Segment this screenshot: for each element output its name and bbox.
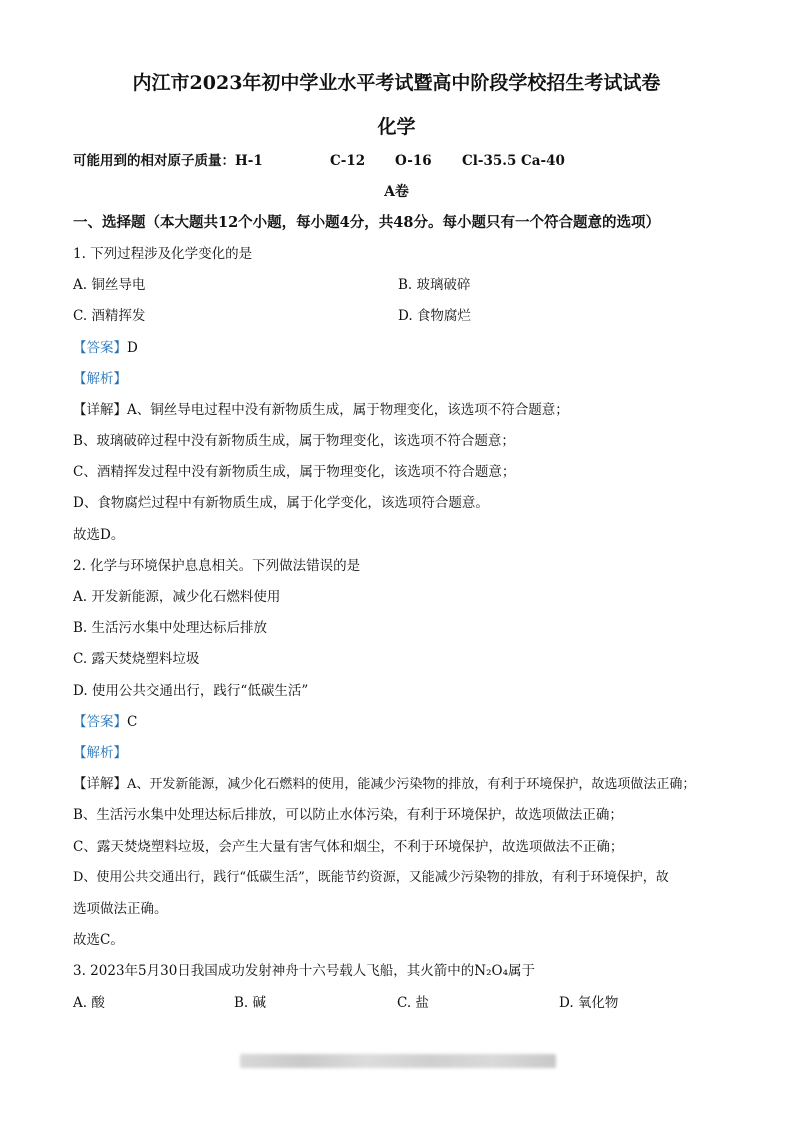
detail-tag: 【详解】 <box>73 776 127 792</box>
subject-title: 化学 <box>377 116 416 138</box>
q3-option-d: D. 氧化物 <box>559 995 619 1011</box>
answer-tag: 【答案】 <box>73 340 127 356</box>
q1-detail-b: B、玻璃破碎过程中没有新物质生成，属于物理变化，该选项不符合题意； <box>73 433 515 449</box>
atomic-masses <box>73 152 263 170</box>
atomic-mass-cl-ca: Cl-35.5 Ca-40 <box>462 153 565 169</box>
blurred-footer-watermark <box>240 1054 556 1068</box>
q3-stem: 3. 2023年5月30日我国成功发射神舟十六号载人飞船，其火箭中的N₂O₄属于 <box>73 963 535 979</box>
q3-option-a: A. 酸 <box>73 995 105 1011</box>
q2-option-a: A. 开发新能源，减少化石燃料使用 <box>73 589 281 605</box>
q3-option-c: C. 盐 <box>397 995 429 1011</box>
q1-detail-line: A、铜丝导电过程中没有新物质生成，属于物理变化，该选项不符合题意； <box>127 402 569 418</box>
q1-answer <box>73 339 138 357</box>
section-heading: 一、选择题（本大题共12个小题，每小题4分，共48分。每小题只有一个符合题意的选项） <box>73 214 660 231</box>
atomic-mass-c: C-12 <box>330 153 366 169</box>
q2-analysis-tag: 【解析】 <box>73 745 127 761</box>
q2-option-d: D. 使用公共交通出行，践行“低碳生活” <box>73 683 309 699</box>
q2-detail-c: C、露天焚烧塑料垃圾，会产生大量有害气体和烟尘，不利于环境保护，故选项做法不正确； <box>73 839 624 855</box>
atomic-mass-h: H-1 <box>235 153 263 169</box>
q1-conclusion: 故选D。 <box>73 527 125 543</box>
q1-analysis-tag: 【解析】 <box>73 371 127 387</box>
q1-detail-a <box>73 401 569 419</box>
q2-detail-d-cont: 选项做法正确。 <box>73 901 168 917</box>
q2-detail-d: D、使用公共交通出行，践行“低碳生活”，既能节约资源，又能减少污染物的排放，有利于环境保护，故 <box>73 870 669 885</box>
exam-title: 内江市2023年初中学业水平考试暨高中阶段学校招生考试试卷 <box>132 72 661 94</box>
q1-detail-c: C、酒精挥发过程中没有新物质生成，属于物理变化，该选项不符合题意； <box>73 464 516 480</box>
atomic-mass-o: O-16 <box>395 153 432 169</box>
q1-option-c: C. 酒精挥发 <box>73 308 146 324</box>
detail-tag: 【详解】 <box>73 402 127 418</box>
q1-option-a: A. 铜丝导电 <box>73 277 146 293</box>
q2-answer <box>73 713 137 731</box>
q2-answer-value: C <box>127 714 138 730</box>
q2-detail-b: B、生活污水集中处理达标后排放，可以防止水体污染，有利于环境保护，故选项做法正确； <box>73 807 623 823</box>
q2-stem: 2. 化学与环境保护息息相关。下列做法错误的是 <box>73 558 361 574</box>
q1-answer-value: D <box>127 340 138 356</box>
q1-detail-d: D、食物腐烂过程中有新物质生成，属于化学变化，该选项符合题意。 <box>73 495 489 511</box>
q3-option-b: B. 碱 <box>234 995 267 1011</box>
q1-option-b: B. 玻璃破碎 <box>398 277 471 293</box>
q2-option-b: B. 生活污水集中处理达标后排放 <box>73 620 268 636</box>
q2-detail-a <box>73 775 695 794</box>
q2-conclusion: 故选C。 <box>73 932 124 948</box>
q1-option-d: D. 食物腐烂 <box>398 308 471 324</box>
q2-option-c: C. 露天焚烧塑料垃圾 <box>73 651 200 667</box>
volume-label: A卷 <box>384 184 409 200</box>
atomic-masses-label: 可能用到的相对原子质量： <box>73 153 235 169</box>
q1-stem: 1. 下列过程涉及化学变化的是 <box>73 246 253 262</box>
q2-detail-line: A、开发新能源，减少化石燃料的使用，能减少污染物的排放，有利于环境保护，故选项做法正确； <box>127 777 696 792</box>
answer-tag: 【答案】 <box>73 714 127 730</box>
